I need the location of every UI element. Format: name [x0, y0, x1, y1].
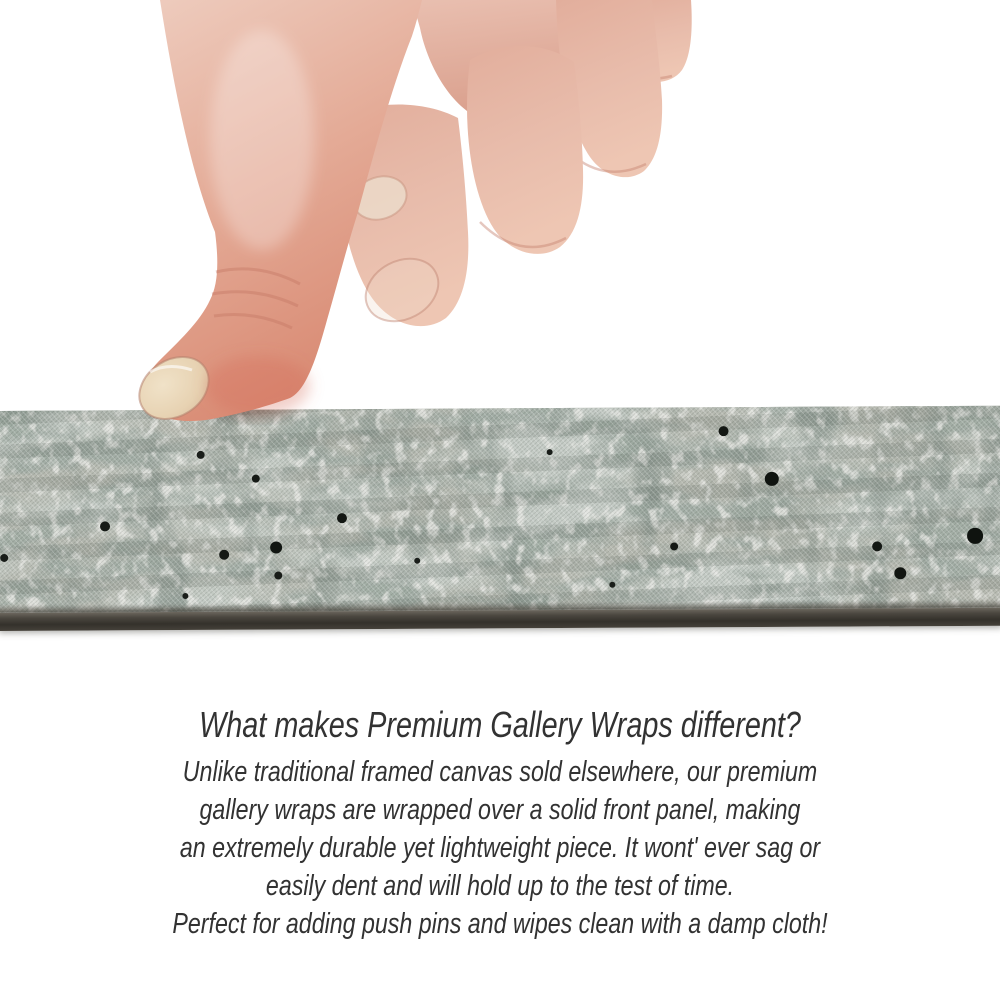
- caption-line-4: easily dent and will hold up to the test of time.: [265, 870, 735, 902]
- caption-line-2: gallery wraps are wrapped over a solid front panel, making: [199, 794, 801, 826]
- middle-finger: [467, 46, 583, 254]
- caption-heading: What makes Premium Gallery Wraps different?: [199, 704, 801, 745]
- canvas-weave-overlay: [0, 406, 1000, 613]
- hand-illustration: [0, 0, 1000, 425]
- canvas-texture: [0, 406, 1000, 613]
- canvas-bottom-edge: [0, 608, 1000, 631]
- caption: [100, 704, 900, 943]
- caption-line-3: an extremely durable yet lightweight piece. It wont' ever sag or: [179, 832, 821, 864]
- thumb-tip-blush: [206, 356, 310, 416]
- caption-line-5: Perfect for adding push pins and wipes clean with a damp cloth!: [172, 908, 828, 940]
- canvas-edge-strip: [0, 406, 1000, 631]
- thumb-highlight: [210, 30, 314, 250]
- caption-line-1: Unlike traditional framed canvas sold elsewhere, our premium: [182, 756, 818, 788]
